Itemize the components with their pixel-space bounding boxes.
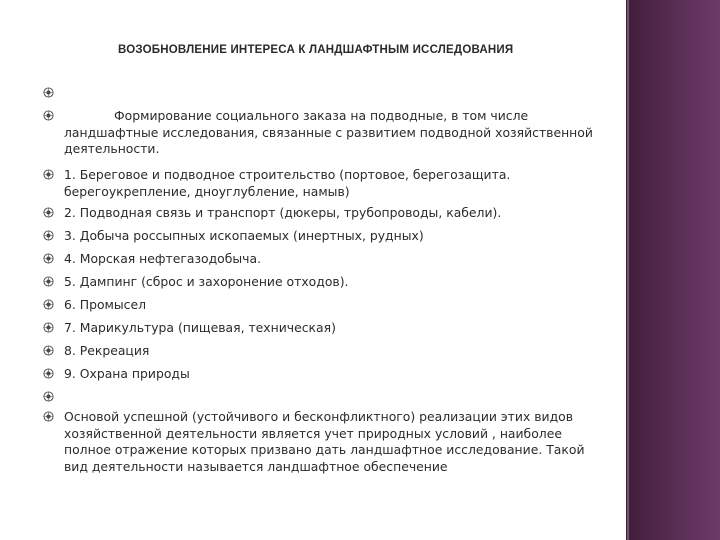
- list-item-text: Формирование социального заказа на подводные, в том числе ландшафтные исследования, связанные с развитием подводной хозяйственной деятельности.: [64, 108, 593, 156]
- bullet-star-icon: [42, 298, 54, 310]
- list-item-text: 2. Подводная связь и транспорт (дюкеры, трубопроводы, кабели).: [64, 205, 502, 220]
- bullet-star-icon: [42, 86, 54, 98]
- list-item-text: 6. Промысел: [64, 297, 147, 312]
- list-item-text: 3. Добыча россыпных ископаемых (инертных, рудных): [64, 228, 424, 243]
- bullet-star-icon: [42, 168, 54, 180]
- side-panel-divider: [627, 0, 629, 540]
- list-item-text: 9. Охрана природы: [64, 366, 190, 381]
- bullet-star-icon: [42, 229, 54, 241]
- bullet-star-icon: [42, 410, 54, 422]
- bullet-star-icon: [42, 275, 54, 287]
- list-item-text: 7. Марикультура (пищевая, техническая): [64, 320, 336, 335]
- side-panel-border: [621, 0, 625, 540]
- bullet-star-icon: [42, 206, 54, 218]
- list-item-text: Основой успешной (устойчивого и бесконфликтного) реализации этих видов хозяйственной деятельности является учет природных условий , наиболее полное отражение которых призвано дать ландшафтное исследование. Такой вид деятельности называется ландшафтное обеспечение: [64, 409, 585, 474]
- bullet-star-icon: [42, 390, 54, 402]
- bullet-star-icon: [42, 367, 54, 379]
- list-item-text: 5. Дампинг (сброс и захоронение отходов).: [64, 274, 349, 289]
- bullet-star-icon: [42, 321, 54, 333]
- bullet-star-icon: [42, 109, 54, 121]
- list-item-text: 8. Рекреация: [64, 343, 150, 358]
- decorative-side-panel: [626, 0, 720, 540]
- list-item-text: 4. Морская нефтегазодобыча.: [64, 251, 262, 266]
- slide-title: ВОЗОБНОВЛЕНИЕ ИНТЕРЕСА К ЛАНДШАФТНЫМ ИССЛЕДОВАНИЯ: [118, 44, 514, 56]
- list-item-text: 1. Береговое и подводное строительство (портовое, берегозащита. берегоукрепление, дноуглубление, намыв): [64, 167, 511, 199]
- bullet-star-icon: [42, 344, 54, 356]
- bullet-star-icon: [42, 252, 54, 264]
